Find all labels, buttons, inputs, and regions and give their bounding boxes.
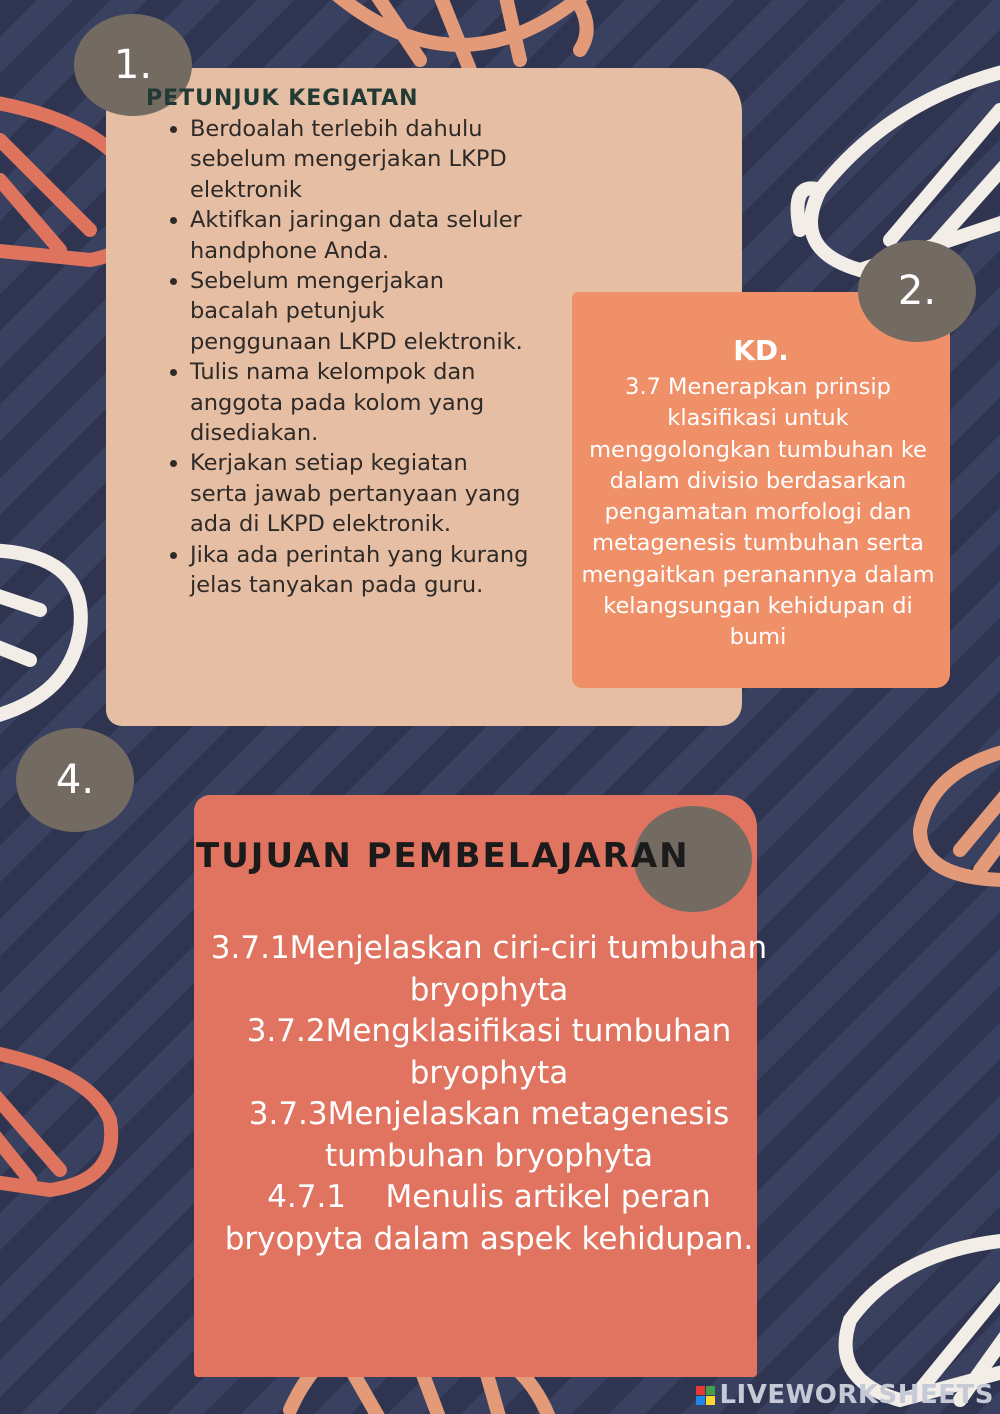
mask-decoration-left-middle	[0, 530, 110, 730]
liveworksheets-watermark	[696, 1380, 994, 1410]
instruction-item: • Jika ada perintah yang kurang jelas tanyakan pada guru.	[190, 540, 530, 601]
objective-item: 3.7.2Mengklasifikasi tumbuhan bryophyta	[246, 1013, 732, 1091]
learning-objectives-list	[200, 928, 778, 1260]
kd-title: KD.	[733, 334, 789, 367]
mask-decoration-left-bottom	[0, 1030, 140, 1200]
liveworksheets-brand: LIVEWORKSHEETS	[719, 1380, 994, 1410]
instructions-list	[160, 114, 530, 601]
instruction-item: • Aktifkan jaringan data seluler handphone Anda.	[190, 205, 530, 266]
instruction-item: • Tulis nama kelompok dan anggota pada kolom yang disediakan.	[190, 357, 530, 448]
objective-item: 3.7.3Menjelaskan metagenesis tumbuhan bryophyta	[248, 1096, 730, 1174]
logo-square	[696, 1386, 705, 1395]
section-number-badge-4: 4.	[16, 728, 134, 832]
section-number-badge-2: 2.	[858, 240, 976, 342]
section-number-badge-1: 1.	[74, 14, 192, 116]
instruction-item: • Berdoalah terlebih dahulu sebelum mengerjakan LKPD elektronik	[190, 114, 530, 205]
kd-text: 3.7 Menerapkan prinsip klasifikasi untuk menggolongkan tumbuhan ke dalam divisio berdasarkan pengamatan morfologi dan metagenesis tumbuhan serta mengaitkan peranannya dalam kelangsungan kehidupan di bumi	[581, 374, 935, 651]
logo-square	[706, 1396, 715, 1405]
liveworksheets-logo-icon	[696, 1386, 715, 1405]
instruction-item: • Kerjakan setiap kegiatan serta jawab pertanyaan yang ada di LKPD elektronik.	[190, 448, 530, 539]
instruction-item: • Sebelum mengerjakan bacalah petunjuk penggunaan LKPD elektronik.	[190, 266, 530, 357]
objective-item: 4.7.1 Menulis artikel peran bryopyta dalam aspek kehidupan.	[224, 1179, 754, 1257]
logo-square	[696, 1396, 705, 1405]
instructions-title: PETUNJUK KEGIATAN	[146, 86, 419, 111]
mask-decoration-right-middle	[900, 740, 1000, 900]
learning-objectives-title: TUJUAN PEMBELAJARAN	[196, 836, 690, 876]
objective-item: 3.7.1Menjelaskan ciri-ciri tumbuhan bryophyta	[210, 930, 768, 1008]
logo-square	[706, 1386, 715, 1395]
